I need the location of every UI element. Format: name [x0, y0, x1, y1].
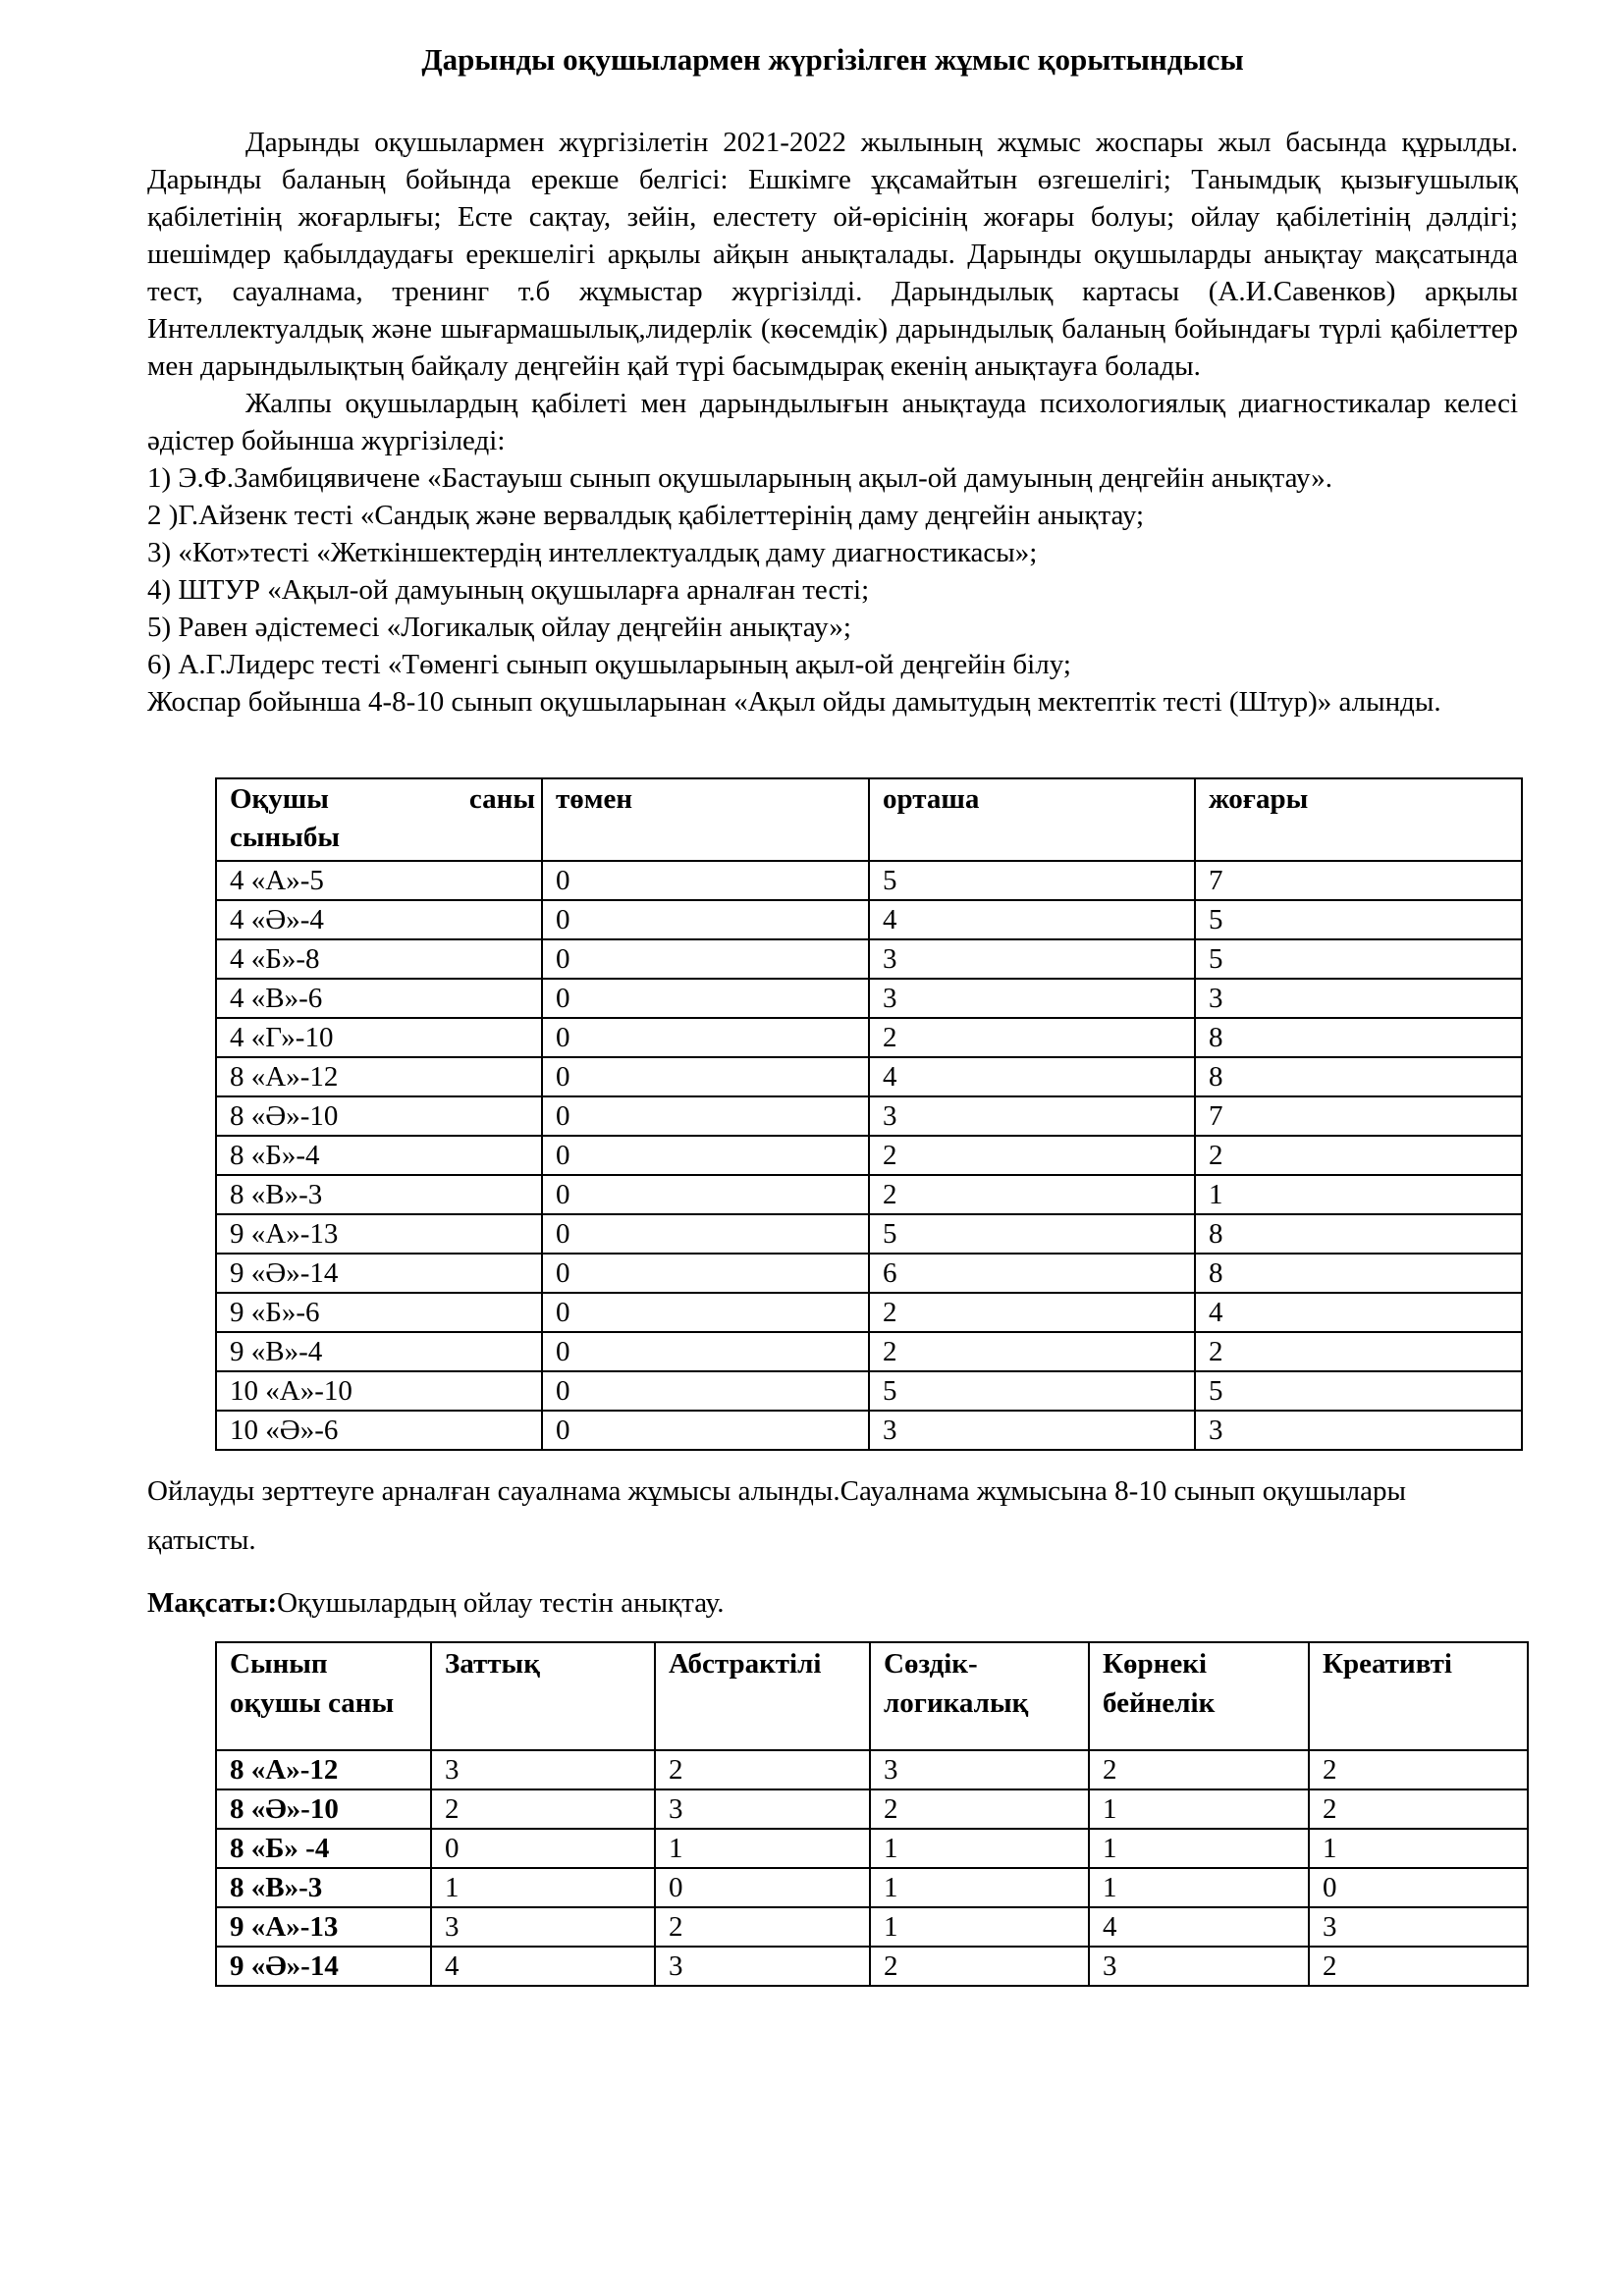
column-header-verbal-logical: Сөздік-логикалық [870, 1642, 1089, 1750]
table-row [216, 1175, 1522, 1214]
value-cell: 8 [1195, 1057, 1522, 1096]
method-list-item-4: 4) ШТУР «Ақыл-ой дамуының оқушыларға арналған тесті; [147, 574, 870, 606]
value-cell: 2 [655, 1750, 870, 1789]
value-cell: 2 [1309, 1750, 1528, 1789]
row-label-cell: 4 «А»-5 [216, 861, 542, 900]
value-cell: 7 [1195, 1096, 1522, 1136]
value-cell: 0 [542, 1254, 869, 1293]
value-cell: 4 [869, 1057, 1195, 1096]
row-label-cell: 8 «Ә»-10 [216, 1789, 431, 1829]
value-cell: 3 [869, 939, 1195, 979]
value-cell: 6 [869, 1254, 1195, 1293]
value-cell: 8 [1195, 1214, 1522, 1254]
value-cell: 3 [655, 1947, 870, 1986]
table-row [216, 939, 1522, 979]
row-label-cell: 9 «А»-13 [216, 1907, 431, 1947]
value-cell: 2 [869, 1293, 1195, 1332]
value-cell: 0 [542, 861, 869, 900]
value-cell: 3 [431, 1750, 655, 1789]
table-row [216, 1057, 1522, 1096]
intro-paragraph: Дарынды оқушылармен жүргізілетін 2021-2022 жылының жұмыс жоспары жыл басында құрылды. Дарынды баланың бойында ерекше белгісі: Ешкімге ұқсамайтын өзгешелігі; Танымдық қызығушылық қабілетінің жоғарлығы; Есте сақтау, зейін, елестету ой-өрісінің жоғары болуы; ойлау қабілетінің дәлдігі; шешімдер қабылдаудағы ерекшелігі арқылы айқын анықталады. Дарынды оқушыларды анықтау мақсатында тест, сауалнама, тренинг т.б жұмыстар жүргізілді. Дарындылық картасы (А.И.Савенков) арқылы Интеллектуалдық және шығармашылық,лидерлік (көсемдік) дарындылық баланың бойындағы түрлі қабілеттер мен дарындылықтың байқалу деңгейін қай түрі басымдырақ екенің анықтауға болады. [147, 127, 1518, 382]
row-label-cell: 9 «Ә»-14 [216, 1254, 542, 1293]
table-row [216, 1750, 1528, 1789]
value-cell: 3 [1309, 1907, 1528, 1947]
value-cell: 2 [655, 1907, 870, 1947]
value-cell: 3 [1089, 1947, 1309, 1986]
table-row [216, 1371, 1522, 1411]
page-title: Дарынды оқушылармен жүргізілген жұмыс қорытындысы [421, 42, 1244, 77]
value-cell: 2 [1089, 1750, 1309, 1789]
value-cell: 1 [1089, 1829, 1309, 1868]
value-cell: 3 [869, 1096, 1195, 1136]
thinking-test-table [215, 1641, 1529, 1987]
value-cell: 2 [1195, 1332, 1522, 1371]
table-row [216, 1947, 1528, 1986]
value-cell: 5 [869, 1214, 1195, 1254]
value-cell: 8 [1195, 1018, 1522, 1057]
value-cell: 1 [1195, 1175, 1522, 1214]
row-label-cell: 9 «Б»-6 [216, 1293, 542, 1332]
value-cell: 0 [542, 1175, 869, 1214]
method-list-item-5: 5) Равен әдістемесі «Логикалық ойлау деңгейін анықтау»; [147, 612, 851, 643]
value-cell: 3 [869, 1411, 1195, 1450]
row-label-cell: 8 «Б» -4 [216, 1829, 431, 1868]
row-label-cell: 8 «Б»-4 [216, 1136, 542, 1175]
value-cell: 3 [1195, 1411, 1522, 1450]
table-body [216, 1750, 1528, 1986]
table-row [216, 1136, 1522, 1175]
value-cell: 3 [655, 1789, 870, 1829]
value-cell: 5 [1195, 900, 1522, 939]
table-row [216, 1214, 1522, 1254]
value-cell: 1 [431, 1868, 655, 1907]
column-header-low: төмен [542, 778, 869, 861]
value-cell: 0 [542, 1293, 869, 1332]
method-list-item-3: 3) «Кот»тесті «Жеткіншектердің интеллектуалдық даму диагностикасы»; [147, 537, 1038, 568]
value-cell: 0 [542, 979, 869, 1018]
value-cell: 0 [542, 900, 869, 939]
value-cell: 1 [655, 1829, 870, 1868]
value-cell: 2 [870, 1789, 1089, 1829]
value-cell: 1 [870, 1868, 1089, 1907]
method-list-item-1: 1) Э.Ф.Замбицявичене «Бастауыш сынып оқушыларының ақыл-ой дамуының деңгейін анықтау». [147, 462, 1332, 494]
column-header-class-count [216, 778, 542, 861]
value-cell: 2 [869, 1332, 1195, 1371]
row-label-cell: 9 «А»-13 [216, 1214, 542, 1254]
value-cell: 0 [655, 1868, 870, 1907]
table-row [216, 1018, 1522, 1057]
value-cell: 5 [869, 1371, 1195, 1411]
table-row [216, 1254, 1522, 1293]
value-cell: 0 [1309, 1868, 1528, 1907]
row-label-cell: 4 «В»-6 [216, 979, 542, 1018]
value-cell: 5 [869, 861, 1195, 900]
row-label-cell: 4 «Г»-10 [216, 1018, 542, 1057]
value-cell: 2 [869, 1018, 1195, 1057]
value-cell: 0 [542, 1411, 869, 1450]
value-cell: 0 [542, 1136, 869, 1175]
table-row [216, 1293, 1522, 1332]
goal-text: Оқушылардың ойлау тестін анықтау. [277, 1587, 725, 1619]
row-label-cell: 8 «В»-3 [216, 1175, 542, 1214]
value-cell: 2 [1195, 1136, 1522, 1175]
column-header-class-count: Сынып оқушы саны [216, 1642, 431, 1750]
value-cell: 0 [542, 1057, 869, 1096]
table-row [216, 1411, 1522, 1450]
value-cell: 3 [1195, 979, 1522, 1018]
value-cell: 4 [869, 900, 1195, 939]
table-row [216, 1789, 1528, 1829]
row-label-cell: 8 «А»-12 [216, 1750, 431, 1789]
row-label-cell: 9 «Ә»-14 [216, 1947, 431, 1986]
row-label-cell: 8 «Ә»-10 [216, 1096, 542, 1136]
value-cell: 1 [1089, 1789, 1309, 1829]
value-cell: 1 [870, 1907, 1089, 1947]
survey-note: Ойлауды зерттеуге арналған сауалнама жұмысы алынды.Сауалнама жұмысына 8-10 сынып оқушылары қатысты. [147, 1475, 1406, 1556]
value-cell: 3 [431, 1907, 655, 1947]
table-body [216, 861, 1522, 1450]
value-cell: 2 [431, 1789, 655, 1829]
value-cell: 1 [1309, 1829, 1528, 1868]
value-cell: 0 [542, 1096, 869, 1136]
header-line [230, 780, 535, 819]
column-header-visual-figurative: Көрнекі бейнелік [1089, 1642, 1309, 1750]
goal-label: Мақсаты: [147, 1587, 278, 1619]
table-row [216, 1868, 1528, 1907]
table-row [216, 1907, 1528, 1947]
row-label-cell: 8 «В»-3 [216, 1868, 431, 1907]
row-label-cell: 10 «А»-10 [216, 1371, 542, 1411]
value-cell: 2 [869, 1136, 1195, 1175]
value-cell: 4 [431, 1947, 655, 1986]
table-row [216, 861, 1522, 900]
table-row [216, 900, 1522, 939]
table-row [216, 1332, 1522, 1371]
row-label-cell: 4 «Б»-8 [216, 939, 542, 979]
value-cell: 8 [1195, 1254, 1522, 1293]
methods-intro-paragraph: Жалпы оқушылардың қабілеті мен дарындылығын анықтауда психологиялық диагностикалар келесі әдістер бойынша жүргізіледі: [147, 388, 1518, 456]
row-label-cell: 10 «Ә»-6 [216, 1411, 542, 1450]
value-cell: 0 [542, 1214, 869, 1254]
plan-paragraph: Жоспар бойынша 4-8-10 сынып оқушыларынан «Ақыл ойды дамытудың мектептік тесті (Штур)» алынды. [147, 686, 1441, 718]
table-header-row [216, 778, 1522, 861]
value-cell: 4 [1089, 1907, 1309, 1947]
column-header-high: жоғары [1195, 778, 1522, 861]
value-cell: 2 [869, 1175, 1195, 1214]
goal-line [147, 1578, 1518, 1628]
value-cell: 0 [542, 1332, 869, 1371]
row-label-cell: 4 «Ә»-4 [216, 900, 542, 939]
table-header-row [216, 1642, 1528, 1750]
value-cell: 1 [870, 1829, 1089, 1868]
value-cell: 1 [1089, 1868, 1309, 1907]
row-label-cell: 8 «А»-12 [216, 1057, 542, 1096]
row-label-cell: 9 «В»-4 [216, 1332, 542, 1371]
value-cell: 0 [542, 1371, 869, 1411]
header-word: саны [468, 783, 535, 815]
table-row [216, 1829, 1528, 1868]
method-list-item-2: 2 )Г.Айзенк тесті «Сандық және вервалдық қабілеттерінің даму деңгейін анықтау; [147, 500, 1145, 531]
value-cell: 2 [870, 1947, 1089, 1986]
value-cell: 2 [1309, 1789, 1528, 1829]
value-cell: 5 [1195, 939, 1522, 979]
header-word: сыныбы [230, 822, 341, 853]
value-cell: 3 [869, 979, 1195, 1018]
column-header-creative: Креативті [1309, 1642, 1528, 1750]
column-header-medium: орташа [869, 778, 1195, 861]
table-row [216, 1096, 1522, 1136]
value-cell: 5 [1195, 1371, 1522, 1411]
method-list-item-6: 6) А.Г.Лидерс тесті «Төменгі сынып оқушыларының ақыл-ой деңгейін білу; [147, 649, 1071, 680]
column-header-objective: Заттық [431, 1642, 655, 1750]
value-cell: 7 [1195, 861, 1522, 900]
value-cell: 3 [870, 1750, 1089, 1789]
value-cell: 2 [1309, 1947, 1528, 1986]
column-header-abstract: Абстрактілі [655, 1642, 870, 1750]
results-by-level-table [215, 777, 1523, 1451]
value-cell: 0 [542, 1018, 869, 1057]
value-cell: 4 [1195, 1293, 1522, 1332]
value-cell: 0 [431, 1829, 655, 1868]
header-word: Оқушы [230, 783, 329, 815]
table-row [216, 979, 1522, 1018]
value-cell: 0 [542, 939, 869, 979]
